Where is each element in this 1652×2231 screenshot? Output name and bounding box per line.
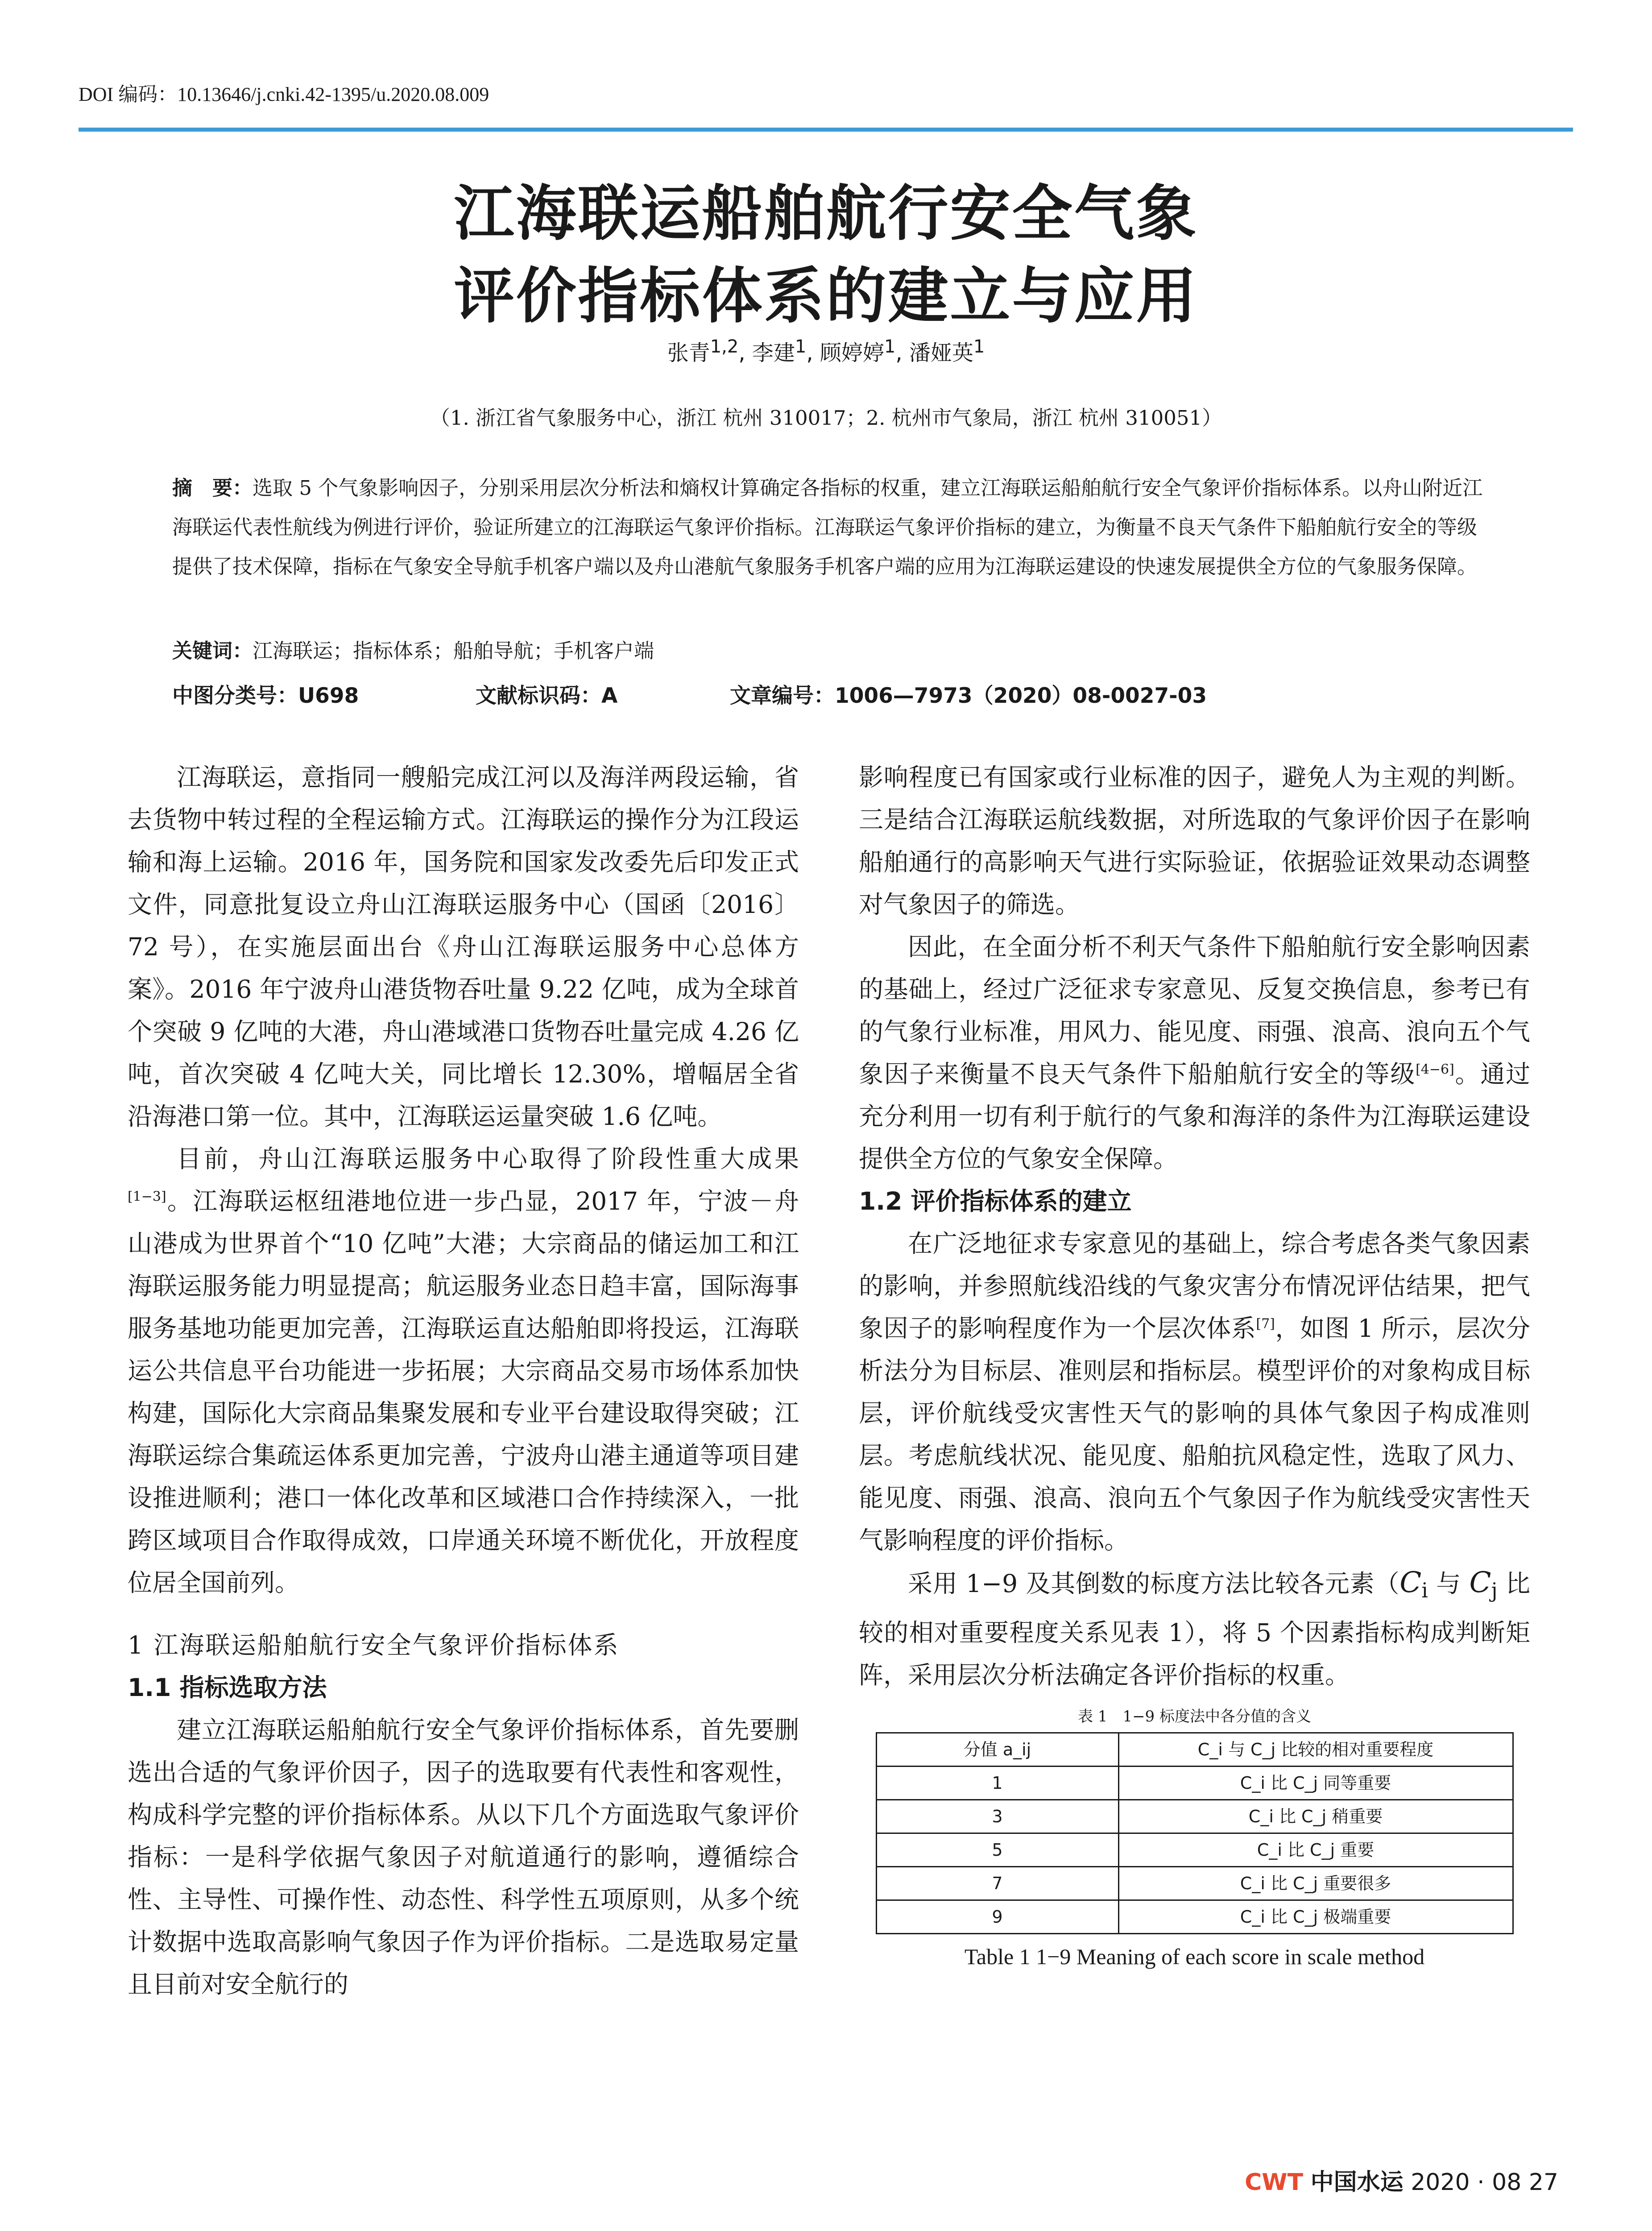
- paragraph: [859, 1223, 1530, 1562]
- keywords-text: 江海联运；指标体系；船舶导航；手机客户端: [253, 639, 654, 663]
- header-rule: [79, 128, 1573, 132]
- text-run: 。江海联运枢纽港地位进一步凸显，2017 年，宁波－舟山港成为世界首个“10 亿吨”大港；大宗商品的储运加工和江海联运服务能力明显提高；航运服务业态日趋丰富，国际海事服务基地功能更加完善，江海联运直达船舶即将投运，江海联运公共信息平台功能进一步拓展；大宗商品交易市场体系加快构建，国际化大宗商品集聚发展和专业平台建设取得突破；江海联运综合集疏运体系更加完善，宁波舟山港主通道等项目建设推进顺利；港口一体化改革和区域港口合作持续深入，一批跨区域项目合作取得成效，口岸通关环境不断优化，开放程度位居全国前列。: [128, 1187, 799, 1597]
- table-row: [876, 1767, 1513, 1800]
- table-cell: 9: [876, 1900, 1118, 1934]
- table-cell: C_i 比 C_j 稍重要: [1118, 1800, 1513, 1833]
- paragraph: 江海联运，意指同一艘船完成江河以及海洋两段运输，省去货物中转过程的全程运输方式。江海联运的操作分为江段运输和海上运输。2016 年，国务院和国家发改委先后印发正式文件，同意批复设立舟山江海联运服务中心（国函〔2016〕72 号），在实施层面出台《舟山江海联运服务中心总体方案》。2016 年宁波舟山港货物吞吐量 9.22 亿吨，成为全球首个突破 9 亿吨的大港，舟山港域港口货物吞吐量完成 4.26 亿吨，首次突破 4 亿吨大关，同比增长 12.30%，增幅居全省沿海港口第一位。其中，江海联运运量突破 1.6 亿吨。: [128, 763, 799, 1131]
- scale-table: [876, 1732, 1514, 1934]
- math-var: C: [1469, 1566, 1491, 1599]
- table-header-cell: C_i 与 C_j 比较的相对重要程度: [1118, 1733, 1513, 1767]
- page-footer: [1245, 2163, 1558, 2197]
- citation: [1−3]: [128, 1189, 166, 1205]
- table-cell: C_i 比 C_j 同等重要: [1118, 1767, 1513, 1800]
- issue: 2020 · 08: [1411, 2169, 1522, 2196]
- table-cell: C_i 比 C_j 重要: [1118, 1833, 1513, 1867]
- doi-line: DOI 编码：10.13646/j.cnki.42-1395/u.2020.08.009: [79, 83, 489, 105]
- article-number: 文章编号：1006—7973（2020）08-0027-03: [730, 684, 1207, 708]
- citation: [4−6]: [1416, 1062, 1454, 1078]
- author-name: 张青: [667, 340, 710, 365]
- subsection-heading: 1.1 指标选取方法: [128, 1673, 327, 1702]
- author-sup: 1: [973, 336, 985, 357]
- table-cell: 7: [876, 1867, 1118, 1900]
- author-name: 顾婷婷: [820, 340, 884, 365]
- abstract-label: 摘 要：: [172, 476, 253, 500]
- text-run: 比较的相对重要程度关系见表 1），将 5 个因素指标构成判断矩阵，采用层次分析法确定各评价指标的权重。: [859, 1569, 1531, 1689]
- paragraph: [128, 1138, 799, 1604]
- abstract-text: 选取 5 个气象影响因子，分别采用层次分析法和熵权计算确定各指标的权重，建立江海联运船舶航行安全气象评价指标体系。以舟山附近江海联运代表性航线为例进行评价，验证所建立的江海联运气象评价指标。江海联运气象评价指标的建立，为衡量不良天气条件下船舶航行安全的等级提供了技术保障，指标在气象安全导航手机客户端以及舟山港航气象服务手机客户端的应用为江海联运建设的快速发展提供全方位的气象服务保障。: [172, 476, 1483, 578]
- keywords: [172, 634, 654, 663]
- title-line-2: 评价指标体系的建立与应用: [454, 261, 1198, 331]
- text-run: 。通过充分利用一切有利于航行的气象和海洋的条件为江海联运建设提供全方位的气象安全保障。: [859, 1060, 1530, 1173]
- table-row: [876, 1900, 1513, 1934]
- text-run: 目前，舟山江海联运服务中心取得了阶段性重大成果: [177, 1145, 799, 1173]
- paragraph: 影响程度已有国家或行业标准的因子，避免人为主观的判断。三是结合江海联运航线数据，对所选取的气象评价因子在影响船舶通行的高影响天气进行实际验证，依据验证效果动态调整对气象因子的筛选。: [859, 763, 1530, 919]
- author-sup: 1: [884, 336, 896, 357]
- paragraph: [859, 926, 1530, 1180]
- clc-code: 中图分类号：U698: [172, 684, 359, 708]
- journal-logo: CWT: [1245, 2169, 1304, 2196]
- table-row: [876, 1800, 1513, 1833]
- text-run: 采用 1−9 及其倒数的标度方法比较各元素（: [908, 1569, 1400, 1598]
- author-name: 潘娅英: [909, 340, 973, 365]
- table-row: [876, 1867, 1513, 1900]
- author-name: 李建: [752, 340, 795, 365]
- section-heading: 1 江海联运船舶航行安全气象评价指标体系: [128, 1631, 620, 1659]
- right-column: [859, 756, 1530, 1974]
- table-cell: C_i 比 C_j 重要很多: [1118, 1867, 1513, 1900]
- subsection-heading: 1.2 评价指标体系的建立: [859, 1187, 1132, 1215]
- math-sub: i: [1421, 1578, 1428, 1602]
- text-run: 与: [1428, 1569, 1470, 1598]
- page-number: 27: [1528, 2169, 1558, 2196]
- text-run: 因此，在全面分析不利天气条件下船舶航行安全影响因素的基础上，经过广泛征求专家意见、反复交换信息，参考已有的气象行业标准，用风力、能见度、雨强、浪高、浪向五个气象因子来衡量不良天气条件下船舶航行安全的等级: [859, 933, 1530, 1088]
- table-cell: 1: [876, 1767, 1118, 1800]
- abstract: [172, 469, 1488, 586]
- table-header-row: [876, 1733, 1513, 1767]
- affiliations: （1. 浙江省气象服务中心，浙江 杭州 310017；2. 杭州市气象局，浙江 杭州 310051）: [430, 406, 1222, 430]
- table-row: [876, 1833, 1513, 1867]
- math-var: C: [1399, 1566, 1422, 1599]
- table-cell: 3: [876, 1800, 1118, 1833]
- keywords-label: 关键词：: [172, 639, 253, 663]
- doc-code: 文献标识码：A: [476, 684, 618, 708]
- text-run: 在广泛地征求专家意见的基础上，综合考虑各类气象因素的影响，并参照航线沿线的气象灾害分布情况评估结果，把气象因子的影响程度作为一个层次体系: [859, 1229, 1530, 1343]
- math-sub: j: [1491, 1578, 1498, 1602]
- text-run: ，如图 1 所示，层次分析法分为目标层、准则层和指标层。模型评价的对象构成目标层，评价航线受灾害性天气的影响的具体气象因子构成准则层。考虑航线状况、能见度、船舶抗风稳定性，选取了风力、能见度、雨强、浪高、浪向五个气象因子作为航线受灾害性天气影响程度的评价指标。: [859, 1314, 1530, 1555]
- citation: [7]: [1256, 1316, 1275, 1332]
- title-line-1: 江海联运船舶航行安全气象: [454, 178, 1198, 249]
- paragraph: 建立江海联运船舶航行安全气象评价指标体系，首先要删选出合适的气象评价因子，因子的选取要有代表性和客观性，构成科学完整的评价指标体系。从以下几个方面选取气象评价指标：一是科学依据气象因子对航道通行的影响，遵循综合性、主导性、可操作性、动态性、科学性五项原则，从多个统计数据中选取高影响气象因子作为评价指标。二是选取易定量且目前对安全航行的: [128, 1716, 799, 1999]
- author-list: 张青$^{1,2}$, 李建$^1$, 顾婷婷$^1$, 潘娅英$^1$: [667, 336, 985, 365]
- table-cell: C_i 比 C_j 极端重要: [1118, 1900, 1513, 1934]
- table-cell: 5: [876, 1833, 1118, 1867]
- left-column: [128, 756, 799, 2006]
- author-sup: 1,2: [710, 336, 739, 357]
- journal-name: 中国水运: [1310, 2169, 1404, 2196]
- table-header-cell: 分值 a_ij: [876, 1733, 1118, 1767]
- table-footer-caption: Table 1 1−9 Meaning of each score in scale method: [964, 1944, 1425, 1969]
- author-sup: 1: [795, 336, 807, 357]
- table-caption: 表 1 1−9 标度法中各分值的含义: [1078, 1708, 1311, 1725]
- paragraph: [859, 1562, 1530, 1696]
